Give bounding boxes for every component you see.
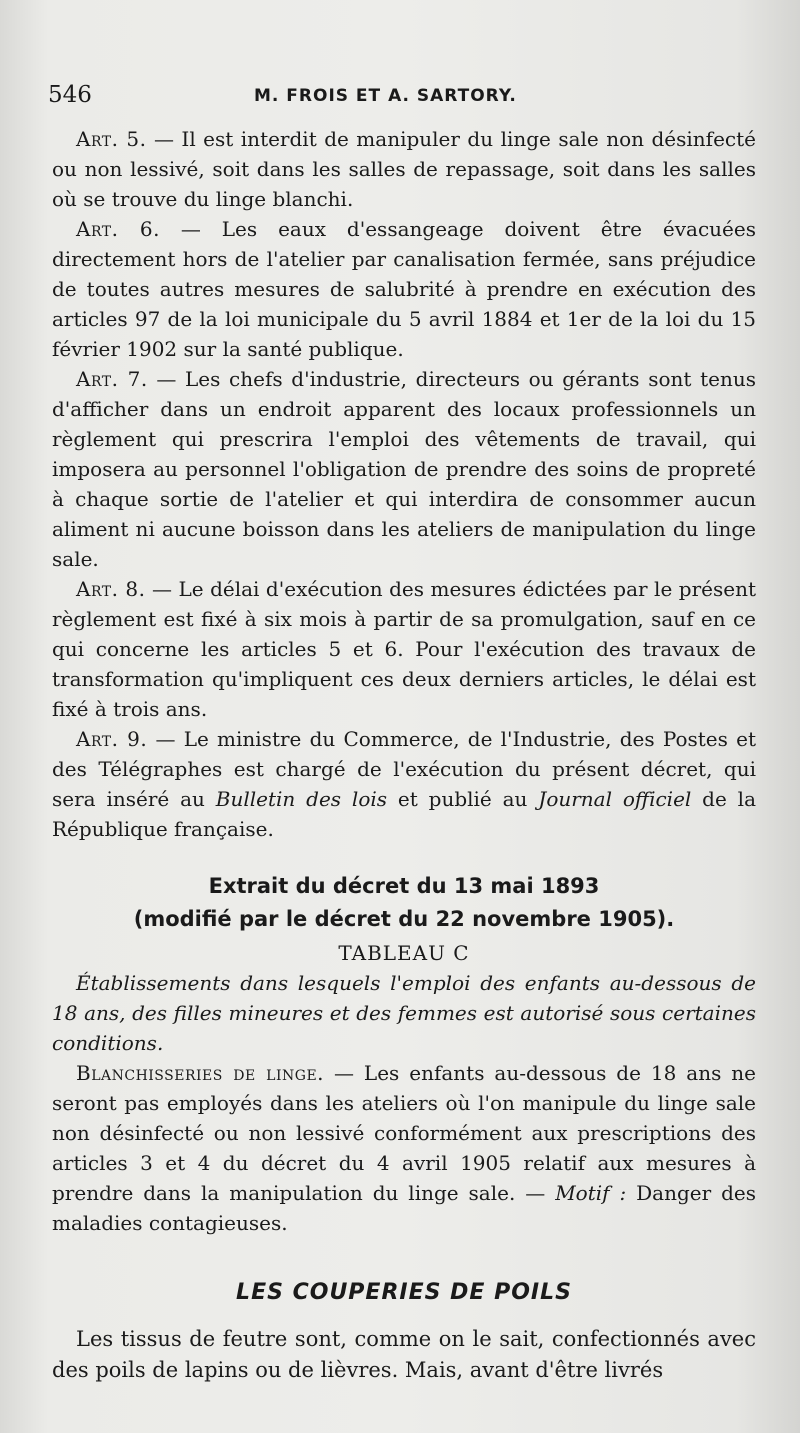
article-text: — Le ministre du Commerce, de l'Industrie, des Postes et des Télégraphes est chargé de l'exécution du présent décret, qui sera inséré au [52, 727, 757, 811]
article-text: — Le délai d'exécution des mesures édictées par le présent règlement est fixé à six mois à partir de sa promulgation, sauf en ce qui concerne les articles 5 et 6. Pour l'exécution des travaux de transformation qu'impliquent ces deux derniers articles, le délai est fixé à trois ans. [52, 577, 756, 721]
extrait-title [52, 870, 756, 936]
article-label: Art. 9. [76, 727, 148, 751]
article-9 [52, 724, 756, 844]
article-text: de la République française. [52, 787, 757, 841]
article-label: Art. 8. [76, 577, 146, 601]
motif-text: Danger des maladies contagieuses. [52, 1181, 757, 1235]
tableau-subheading: Établissements dans lesquels l'emploi des enfants au-dessous de 18 ans, des filles mineures et des femmes est autorisé sous certaines conditions. [52, 971, 756, 1055]
extrait-title-line2: (modifié par le décret du 22 novembre 1905). [133, 907, 675, 931]
article-text: — Les eaux d'essangeage doivent être évacuées directement hors de l'atelier par canalisation fermée, sans préjudice de toutes autres mesures de salubrité à prendre en exécution des articles 97 de la loi municipale du 5 avril 1884 et 1er de la loi du 15 février 1902 sur la santé publique. [52, 217, 756, 361]
body-text [52, 124, 756, 1386]
article-label: Art. 5. [76, 127, 147, 151]
blanchisseries-paragraph [52, 1058, 756, 1238]
journal-officiel: Journal officiel [538, 787, 692, 811]
article-label: Art. 6. [76, 217, 160, 241]
article-8 [52, 574, 756, 724]
couperies-title: LES COUPERIES DE POILS [236, 1280, 572, 1305]
running-head: M. FROIS ET A. SARTORY. [254, 86, 517, 106]
blanchisseries-text: — Les enfants au-dessous de 18 ans ne seront pas employés dans les ateliers où l'on manipule du linge sale non désinfecté ou non lessivé conformément aux prescriptions des articles 3 et 4 du décret du 4 avril 1905 relatif aux mesures à prendre dans la manipulation du linge sale. — [52, 1061, 756, 1205]
couperies-paragraph: Les tissus de feutre sont, comme on le sait, confectionnés avec des poils de lapins ou de lièvres. Mais, avant d'être livrés [52, 1327, 756, 1382]
article-label: Art. 7. [76, 367, 148, 391]
article-6 [52, 214, 756, 364]
page-number: 546 [48, 82, 92, 108]
page-header [48, 82, 752, 118]
tableau-heading: TABLEAU C [338, 941, 470, 965]
blanchisseries-label: Blanchisseries de linge. [76, 1061, 325, 1085]
article-7 [52, 364, 756, 574]
bulletin-des-lois: Bulletin des lois [215, 787, 388, 811]
article-5 [52, 124, 756, 214]
article-text: — Les chefs d'industrie, directeurs ou gérants sont tenus d'afficher dans un endroit apparent des locaux professionnels un règlement qui prescrira l'emploi des vêtements de travail, qui imposera au personnel l'obligation de prendre des soins de propreté à chaque sortie de l'atelier et qui interdira de consommer aucun aliment ni aucune boisson dans les ateliers de manipulation du linge sale. [52, 367, 757, 571]
extrait-title-line1: Extrait du décret du 13 mai 1893 [208, 874, 600, 898]
article-text: et publié au [387, 787, 539, 811]
motif-label: Motif : [555, 1181, 627, 1205]
article-text: — Il est interdit de manipuler du linge sale non désinfecté ou non lessivé, soit dans les salles de repassage, soit dans les salles où se trouve du linge blanchi. [52, 127, 756, 211]
